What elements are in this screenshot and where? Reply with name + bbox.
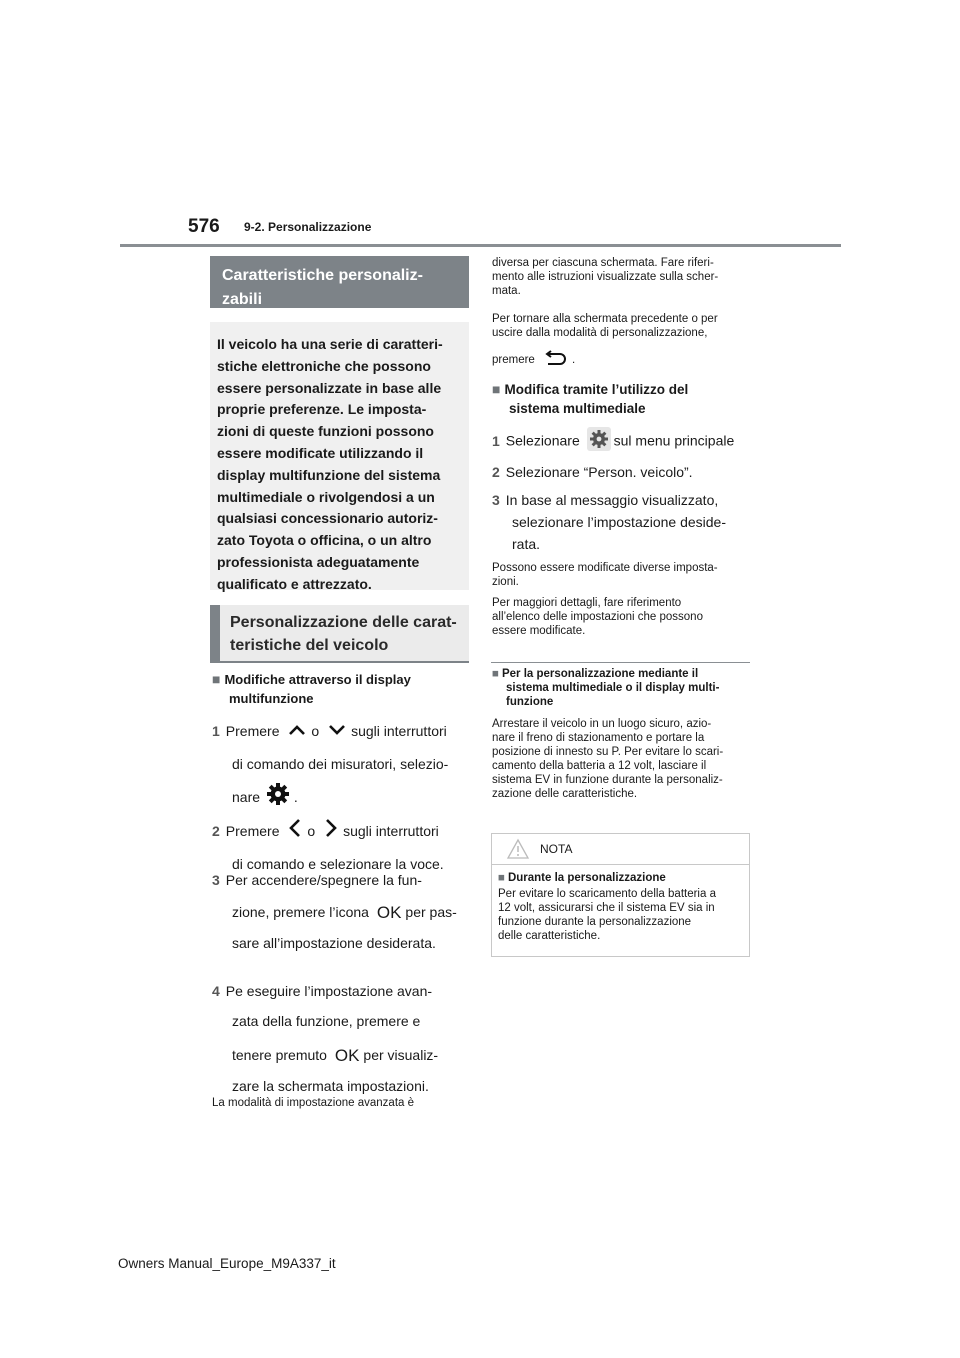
- footer-manual-id: Owners Manual_Europe_M9A337_it: [118, 1256, 336, 1271]
- intro-box: [210, 322, 469, 590]
- left-step-3: 3 Per accendere/spegnere la fun- zione, premere l’icona OK per pas- sare all’impostazione desiderata.: [212, 872, 457, 952]
- nota-label: NOTA: [540, 842, 573, 856]
- ok-icon: OK: [376, 903, 402, 923]
- header-rule: [120, 244, 841, 247]
- intro-line: display multifunzione del sistema: [217, 466, 441, 483]
- intro-line: stiche elettroniche che possono: [217, 357, 431, 374]
- arrow-left-icon: [287, 817, 303, 848]
- settings-gear-icon: [587, 427, 611, 457]
- advanced-mode-text: La modalità di impostazione avanzata è: [212, 1097, 415, 1109]
- back-instruction: Per tornare alla schermata precedente o per uscire dalla modalità di personalizzazione, premere .: [492, 312, 754, 370]
- info-divider: [491, 662, 750, 663]
- square-bullet-icon: ■: [492, 668, 499, 680]
- right-step-1: 1 Selezionare sul menu principale: [492, 427, 754, 457]
- left-step-4: 4 Pe eseguire l’impostazione avan- zata della funzione, premere e tenere premuto OK per visualiz- zare la schermata impostazioni.: [212, 983, 439, 1095]
- nota-box: [491, 833, 750, 957]
- display-subheading: ■ Modifiche attraverso il display multifunzione: [212, 671, 411, 706]
- warning-triangle-icon: [506, 838, 530, 865]
- multimedia-subheading: ■ Modifica tramite l’utilizzo del sistema multimediale: [492, 381, 689, 416]
- details-note: Per maggiori dettagli, fare riferimento all’elenco delle impostazioni che possono essere modificate.: [492, 597, 703, 637]
- customization-banner-line1: Personalizzazione delle carat-: [230, 614, 457, 631]
- left-step-2: 2 Premere o sugli interruttori di comando e selezionare la voce.: [212, 817, 474, 878]
- settings-note: Possono essere modificate diverse imposta- zioni.: [492, 562, 718, 588]
- right-step-3: 3 In base al messaggio visualizzato, selezionare l’impostazione deside- rata.: [492, 492, 727, 552]
- left-step-1: 1 Premere o sugli interruttori di comando dei misuratori, selezio- nare .: [212, 717, 474, 815]
- nota-header: [492, 834, 749, 865]
- intro-line: professionista adeguatamente: [217, 553, 420, 570]
- features-title-band: [210, 256, 469, 308]
- arrow-down-icon: [327, 718, 347, 746]
- features-title-line1: Caratteristiche personaliz-: [222, 267, 423, 284]
- page-number: 576: [188, 216, 220, 237]
- info-body: Arrestare il veicolo in un luogo sicuro, azio- nare il freno di stazionamento e portare la posizione di innesto su P. Per evitare lo scari- camento della batteria a 12 volt, lasciare il sistema EV in funzione durante la personaliz- zazione delle caratteristiche.: [492, 718, 724, 800]
- gear-icon: [266, 782, 290, 815]
- intro-line: zato Toyota o officina, o un altro: [217, 532, 432, 549]
- intro-line: essere modificate utilizzando il: [217, 444, 424, 461]
- intro-line: Il veicolo ha una serie di caratteri-: [217, 336, 443, 352]
- arrow-up-icon: [287, 718, 307, 746]
- intro-line: proprie preferenze. Le imposta-: [217, 401, 427, 418]
- nota-body: ■ Durante la personalizzazione Per evitare lo scaricamento della batteria a 12 volt, assicurarsi che il sistema EV sia in funzione durante la personalizzazione delle caratteristiche.: [498, 872, 716, 942]
- square-bullet-icon: ■: [212, 671, 221, 687]
- customization-banner: [210, 605, 469, 663]
- customization-banner-line2: teristiche del veicolo: [230, 637, 389, 654]
- square-bullet-icon: ■: [492, 381, 501, 397]
- right-step-2: 2 Selezionare “Person. veicolo”.: [492, 464, 693, 480]
- intro-line: qualificato e attrezzato.: [217, 575, 372, 592]
- back-arrow-icon: [542, 350, 568, 370]
- square-bullet-icon: ■: [498, 872, 505, 884]
- intro-line: qualsiasi concessionario autoriz-: [217, 510, 438, 527]
- features-title-line2: zabili: [222, 291, 263, 308]
- ok-icon: OK: [334, 1046, 360, 1066]
- section-reference: 9-2. Personalizzazione: [244, 220, 372, 234]
- arrow-right-icon: [323, 817, 339, 848]
- intro-line: essere personalizzate in base alle: [217, 379, 442, 396]
- intro-line: multimediale o rivolgendosi a un: [217, 488, 435, 505]
- info-heading: ■ Per la personalizzazione mediante il sistema multimediale o il display multi- funzione: [492, 668, 720, 708]
- continued-text: diversa per ciascuna schermata. Fare riferi- mento alle istruzioni visualizzate sulla scher- mata.: [492, 257, 719, 297]
- intro-line: zioni di queste funzioni possono: [217, 423, 434, 440]
